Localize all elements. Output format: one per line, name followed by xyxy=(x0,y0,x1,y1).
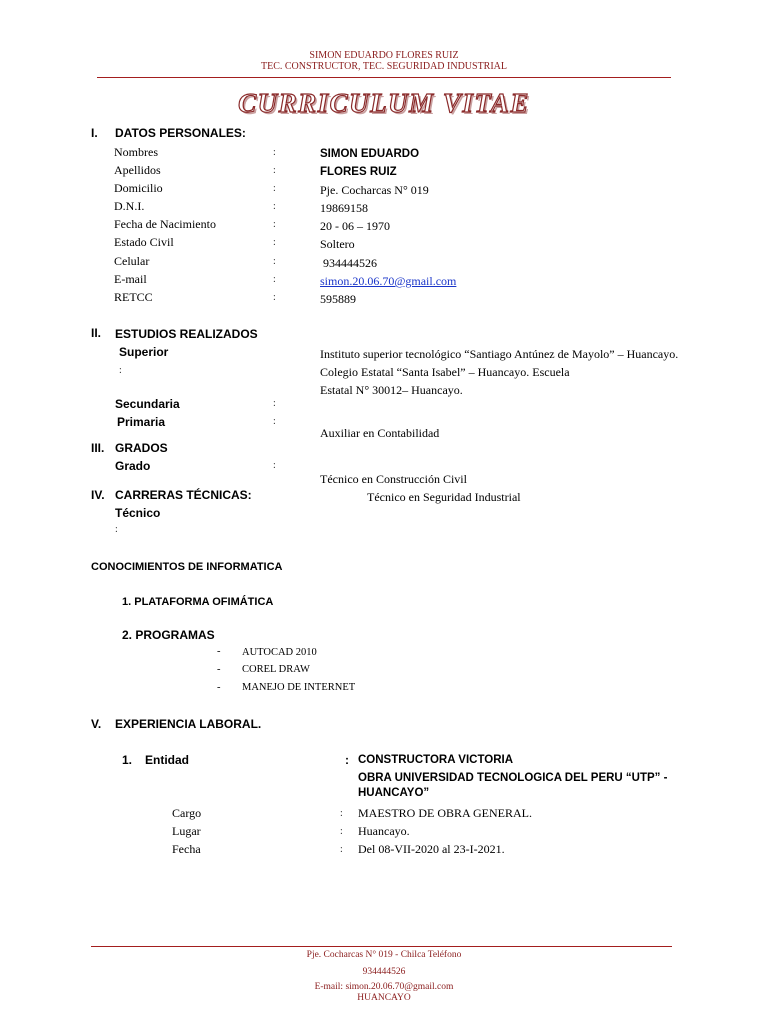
field-label-email: E-mail xyxy=(114,272,147,286)
studies-label-primaria: Primaria xyxy=(117,415,166,429)
program-item: COREL DRAW xyxy=(242,664,310,675)
field-colon: : xyxy=(273,183,276,194)
experiencia-entidad-value: CONSTRUCTORA VICTORIA xyxy=(358,754,514,766)
field-value-retcc: 595889 xyxy=(320,292,356,306)
list-bullet: - xyxy=(217,646,221,657)
email-link[interactable]: simon.20.06.70@gmail.com xyxy=(320,274,457,288)
section-numeral-2: II. xyxy=(91,326,102,340)
list-bullet: - xyxy=(217,664,221,675)
experiencia-value-fecha: Del 08-VII-2020 al 23-I-2021. xyxy=(358,842,505,856)
carreras-label: Técnico xyxy=(115,506,161,520)
header-rule xyxy=(97,77,671,78)
field-colon: : xyxy=(273,165,276,176)
studies-value-superior: Instituto superior tecnológico “Santiago Antúnez de Mayolo” – Huancayo. xyxy=(320,347,679,361)
carreras-value-2: Técnico en Seguridad Industrial xyxy=(367,490,521,504)
grados-value: Auxiliar en Contabilidad xyxy=(320,426,440,440)
section-heading-personal: DATOS PERSONALES: xyxy=(115,126,246,140)
grados-label: Grado xyxy=(115,459,151,473)
field-colon: : xyxy=(345,753,349,767)
field-colon: : xyxy=(273,460,276,471)
field-colon: : xyxy=(273,237,276,248)
experiencia-label-fecha: Fecha xyxy=(172,842,201,856)
field-value-nacimiento: 20 - 06 – 1970 xyxy=(320,219,390,233)
field-colon: : xyxy=(273,219,276,230)
program-item: AUTOCAD 2010 xyxy=(242,647,317,658)
field-colon: : xyxy=(273,292,276,303)
field-label-estado-civil: Estado Civil xyxy=(114,235,174,249)
experiencia-obra-line1: OBRA UNIVERSIDAD TECNOLOGICA DEL PERU “UTP” - xyxy=(358,772,668,784)
section-numeral-3: III. xyxy=(91,441,105,455)
field-label-nacimiento: Fecha de Nacimiento xyxy=(114,217,216,231)
footer-phone: 934444526 xyxy=(362,967,406,977)
footer-address: Pje. Cocharcas N° 019 - Chilca Teléfono xyxy=(306,950,462,960)
document-title: CURRICULUM VITAE xyxy=(238,88,530,118)
field-value-celular: 934444526 xyxy=(320,256,377,270)
studies-label-secundaria: Secundaria xyxy=(115,397,180,411)
experiencia-label-cargo: Cargo xyxy=(172,806,202,820)
list-bullet: - xyxy=(217,682,221,693)
experiencia-obra-line2: HUANCAYO” xyxy=(358,787,430,799)
experiencia-value-lugar: Huancayo. xyxy=(358,824,410,838)
field-colon: : xyxy=(119,365,122,376)
field-colon: : xyxy=(273,256,276,267)
field-colon: : xyxy=(340,826,343,837)
experiencia-entry-number: 1. xyxy=(122,753,133,767)
field-label-nombres: Nombres xyxy=(114,145,158,159)
studies-value-secundaria: Colegio Estatal “Santa Isabel” – Huancayo. Escuela xyxy=(320,365,570,379)
section-numeral-5: V. xyxy=(91,717,102,731)
field-label-apellidos: Apellidos xyxy=(114,163,161,177)
field-label-retcc: RETCC xyxy=(114,290,153,304)
field-colon: : xyxy=(273,416,276,427)
carreras-value-1: Técnico en Construcción Civil xyxy=(320,472,467,486)
section-heading-experiencia: EXPERIENCIA LABORAL. xyxy=(115,717,262,731)
header-subtitle: TEC. CONSTRUCTOR, TEC. SEGURIDAD INDUSTRIAL xyxy=(260,61,508,72)
field-label-domicilio: Domicilio xyxy=(114,181,163,195)
field-value-nombres: SIMON EDUARDO xyxy=(320,148,420,160)
field-colon: : xyxy=(273,398,276,409)
field-value-estado-civil: Soltero xyxy=(320,237,355,251)
experiencia-value-cargo: MAESTRO DE OBRA GENERAL. xyxy=(358,806,533,820)
program-item: MANEJO DE INTERNET xyxy=(242,682,356,693)
field-value-apellidos: FLORES RUIZ xyxy=(320,166,397,178)
footer-rule xyxy=(91,946,672,947)
section-numeral-1: I. xyxy=(91,126,98,140)
experiencia-entidad-label: Entidad xyxy=(145,753,189,767)
informatica-heading: CONOCIMIENTOS DE INFORMATICA xyxy=(91,561,283,573)
field-colon: : xyxy=(340,844,343,855)
field-colon: : xyxy=(273,274,276,285)
experiencia-label-lugar: Lugar xyxy=(172,824,201,838)
field-label-celular: Celular xyxy=(114,254,150,268)
studies-label-superior: Superior xyxy=(119,345,169,359)
section-heading-carreras: CARRERAS TÉCNICAS: xyxy=(115,488,252,502)
header-name: SIMON EDUARDO FLORES RUIZ xyxy=(309,50,459,61)
section-heading-grados: GRADOS xyxy=(115,441,168,455)
field-colon: : xyxy=(273,147,276,158)
field-colon: : xyxy=(273,201,276,212)
field-value-domicilio: Pje. Cocharcas N° 019 xyxy=(320,183,429,197)
field-value-dni: 19869158 xyxy=(320,201,368,215)
field-colon: : xyxy=(115,524,118,535)
field-label-dni: D.N.I. xyxy=(114,199,145,213)
section-numeral-4: IV. xyxy=(91,488,105,502)
informatica-item-programas: 2. PROGRAMAS xyxy=(122,628,215,642)
field-colon: : xyxy=(340,808,343,819)
studies-value-primaria: Estatal N° 30012– Huancayo. xyxy=(320,383,463,397)
informatica-item-ofimatica: 1. PLATAFORMA OFIMÁTICA xyxy=(122,596,274,608)
footer-city: HUANCAYO xyxy=(357,993,411,1003)
footer-email: E-mail: simon.20.06.70@gmail.com xyxy=(314,982,454,992)
section-heading-studies: ESTUDIOS REALIZADOS xyxy=(115,327,258,341)
